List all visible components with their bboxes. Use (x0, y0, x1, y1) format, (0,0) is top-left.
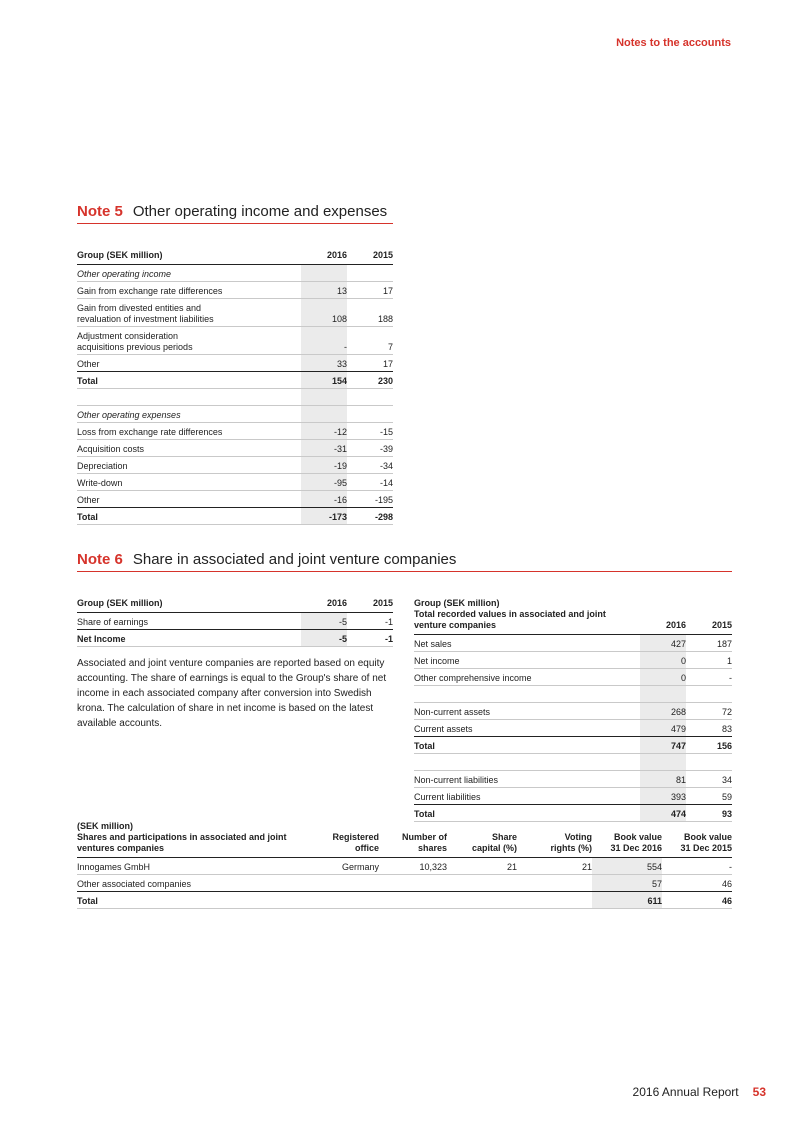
book-value-2015: 46 (662, 892, 732, 909)
recorded-header-row (414, 598, 732, 635)
table-row (414, 669, 732, 686)
total-row (77, 372, 393, 389)
value-2015: 230 (347, 372, 393, 389)
value-2016: 81 (640, 771, 686, 788)
shares-col-company (77, 821, 317, 858)
number-of-shares (379, 875, 447, 892)
shares-head-line2: Shares and participations in associated and joint (77, 832, 287, 842)
book-value-2016: 554 (592, 858, 662, 875)
note5-title: Other operating income and expenses (132, 203, 388, 220)
row-label: Non-current liabilities (414, 771, 640, 788)
value-2016 (640, 754, 686, 771)
total-row (77, 630, 393, 647)
table-row (414, 771, 732, 788)
value-2016: 13 (301, 282, 347, 299)
value-2015: -15 (347, 423, 393, 440)
value-2016 (640, 686, 686, 703)
spacer-row (414, 686, 732, 703)
note5-heading (77, 203, 393, 224)
company-name: Other associated companies (77, 875, 317, 892)
value-2015: 83 (686, 720, 732, 737)
shares-col-bv2015 (662, 821, 732, 858)
spacer-row (77, 389, 393, 406)
value-2016: -31 (301, 440, 347, 457)
book-value-2015: - (662, 858, 732, 875)
head-line2: shares (417, 843, 447, 853)
value-2015: -39 (347, 440, 393, 457)
value-2015: 1 (686, 652, 732, 669)
number-of-shares: 10,323 (379, 858, 447, 875)
value-2016: -19 (301, 457, 347, 474)
registered-office (317, 892, 379, 909)
table-row (77, 423, 393, 440)
shares-col-number (379, 821, 447, 858)
row-label: Other (77, 355, 301, 372)
value-2015: 34 (686, 771, 732, 788)
equity-accounting-paragraph: Associated and joint venture companies are reported based on equity accounting. The share of earnings is equal to the Group's share of net income in each associated company after conversion into Swedish krona. The calculation of share in net income is based on the latest available accounts. (77, 658, 387, 729)
shares-col-voting (517, 821, 592, 858)
note6-title: Share in associated and joint venture companies (132, 551, 457, 568)
share-capital (447, 892, 517, 909)
note5-number: Note 5 (77, 203, 123, 220)
row-label: Other operating expenses (77, 406, 301, 423)
shares-col-bv2016 (592, 821, 662, 858)
value-2015: -1 (347, 630, 393, 647)
shares-table (77, 821, 732, 909)
row-label: Total (414, 737, 640, 754)
recorded-head-line3: venture companies (414, 620, 497, 630)
value-2015: -14 (347, 474, 393, 491)
value-2016 (301, 265, 347, 282)
row-label (77, 299, 301, 327)
table-row (77, 406, 393, 423)
value-2016: 479 (640, 720, 686, 737)
voting-rights: 21 (517, 858, 592, 875)
row-label: Other (77, 491, 301, 508)
table-row (77, 265, 393, 282)
value-2015: - (686, 669, 732, 686)
value-2016: 33 (301, 355, 347, 372)
row-label (77, 327, 301, 355)
company-name: Innogames GmbH (77, 858, 317, 875)
note5-col-2015: 2015 (347, 250, 393, 265)
value-2015: 188 (347, 299, 393, 327)
value-2016: 427 (640, 635, 686, 652)
shares-col-office (317, 821, 379, 858)
head-line1: Share (491, 832, 517, 842)
note6-heading (77, 551, 732, 572)
shares-col-capital (447, 821, 517, 858)
note5-col-2016: 2016 (301, 250, 347, 265)
value-2015: 72 (686, 703, 732, 720)
row-label-line2: revaluation of investment liabilities (77, 314, 214, 324)
recorded-head-line2: Total recorded values in associated and joint (414, 609, 606, 619)
row-label: Loss from exchange rate differences (77, 423, 301, 440)
value-2015: 93 (686, 805, 732, 822)
table-row (77, 457, 393, 474)
book-value-2016: 57 (592, 875, 662, 892)
recorded-col-group (414, 598, 640, 635)
value-2016: 474 (640, 805, 686, 822)
value-2015: -195 (347, 491, 393, 508)
head-line1: Voting (564, 832, 592, 842)
head-line2: office (354, 843, 379, 853)
value-2016: -5 (301, 613, 347, 630)
value-2015 (686, 754, 732, 771)
row-label (414, 754, 640, 771)
row-label: Total (414, 805, 640, 822)
table-row (77, 875, 732, 892)
row-label: Current liabilities (414, 788, 640, 805)
recorded-col-2015: 2015 (686, 598, 732, 635)
share-capital (447, 875, 517, 892)
page-footer (633, 1085, 766, 1099)
value-2016: -12 (301, 423, 347, 440)
row-label: Depreciation (77, 457, 301, 474)
book-value-2016: 611 (592, 892, 662, 909)
row-label: Net sales (414, 635, 640, 652)
head-line1: Number of (402, 832, 447, 842)
total-row (77, 508, 393, 525)
earnings-col-group: Group (SEK million) (77, 598, 301, 613)
shares-head-line3: ventures companies (77, 843, 165, 853)
row-label: Acquisition costs (77, 440, 301, 457)
recorded-values-table (414, 598, 732, 822)
value-2015: -1 (347, 613, 393, 630)
row-label: Write-down (77, 474, 301, 491)
table-row (77, 355, 393, 372)
number-of-shares (379, 892, 447, 909)
shares-head-line1: (SEK million) (77, 821, 133, 831)
value-2016: 0 (640, 652, 686, 669)
value-2016: 393 (640, 788, 686, 805)
row-label: Gain from exchange rate differences (77, 282, 301, 299)
table-row (77, 491, 393, 508)
voting-rights (517, 875, 592, 892)
head-line1: Book value (613, 832, 662, 842)
table-row (77, 474, 393, 491)
report-name: 2016 Annual Report (632, 1085, 739, 1099)
value-2016 (301, 389, 347, 406)
row-label-line1: Gain from divested entities and (77, 303, 202, 313)
voting-rights (517, 892, 592, 909)
value-2015: -298 (347, 508, 393, 525)
company-name: Total (77, 892, 317, 909)
table-row (77, 858, 732, 875)
value-2016 (301, 406, 347, 423)
page-number: 53 (752, 1085, 766, 1099)
head-line1: Book value (683, 832, 732, 842)
table-row (77, 440, 393, 457)
row-label (77, 389, 301, 406)
head-line2: capital (%) (471, 843, 517, 853)
value-2016: - (301, 327, 347, 355)
table-row (414, 635, 732, 652)
table-row (77, 327, 393, 355)
row-label: Share of earnings (77, 613, 301, 630)
value-2016: 268 (640, 703, 686, 720)
row-label: Total (77, 372, 301, 389)
row-label: Total (77, 508, 301, 525)
value-2016: -5 (301, 630, 347, 647)
earnings-table (77, 598, 393, 647)
row-label: Net Income (77, 630, 301, 647)
value-2016: -95 (301, 474, 347, 491)
row-label (414, 686, 640, 703)
value-2015: -34 (347, 457, 393, 474)
table-row (77, 299, 393, 327)
total-row (77, 892, 732, 909)
row-label-line1: Adjustment consideration (77, 331, 179, 341)
value-2015: 187 (686, 635, 732, 652)
head-line1: Registered (332, 832, 379, 842)
row-label: Other comprehensive income (414, 669, 640, 686)
earnings-col-2016: 2016 (301, 598, 347, 613)
row-label: Net income (414, 652, 640, 669)
recorded-head-line1: Group (SEK million) (414, 598, 500, 608)
book-value-2015: 46 (662, 875, 732, 892)
value-2016: 154 (301, 372, 347, 389)
table-row (77, 282, 393, 299)
note6-number: Note 6 (77, 551, 123, 568)
note5-header-row (77, 250, 393, 265)
value-2016: 108 (301, 299, 347, 327)
table-row (414, 703, 732, 720)
value-2015 (347, 406, 393, 423)
note5-col-group: Group (SEK million) (77, 250, 301, 265)
head-line2: 31 Dec 2015 (680, 843, 732, 853)
value-2015 (347, 389, 393, 406)
registered-office (317, 875, 379, 892)
row-label: Other operating income (77, 265, 301, 282)
value-2016: -173 (301, 508, 347, 525)
spacer-row (414, 754, 732, 771)
table-row (414, 720, 732, 737)
value-2016: 0 (640, 669, 686, 686)
head-line2: 31 Dec 2016 (610, 843, 662, 853)
value-2016: 747 (640, 737, 686, 754)
row-label: Non-current assets (414, 703, 640, 720)
value-2015: 17 (347, 355, 393, 372)
value-2015: 156 (686, 737, 732, 754)
table-row (414, 652, 732, 669)
value-2015: 7 (347, 327, 393, 355)
recorded-col-2016: 2016 (640, 598, 686, 635)
row-label-line2: acquisitions previous periods (77, 342, 193, 352)
table-row (414, 788, 732, 805)
value-2015 (347, 265, 393, 282)
note5-table (77, 250, 393, 525)
value-2015 (686, 686, 732, 703)
earnings-col-2015: 2015 (347, 598, 393, 613)
registered-office: Germany (317, 858, 379, 875)
table-row (77, 613, 393, 630)
shares-header-row (77, 821, 732, 858)
value-2015: 59 (686, 788, 732, 805)
head-line2: rights (%) (550, 843, 592, 853)
value-2016: -16 (301, 491, 347, 508)
total-row (414, 737, 732, 754)
value-2015: 17 (347, 282, 393, 299)
earnings-header-row (77, 598, 393, 613)
row-label: Current assets (414, 720, 640, 737)
total-row (414, 805, 732, 822)
section-header: Notes to the accounts (616, 37, 731, 49)
share-capital: 21 (447, 858, 517, 875)
